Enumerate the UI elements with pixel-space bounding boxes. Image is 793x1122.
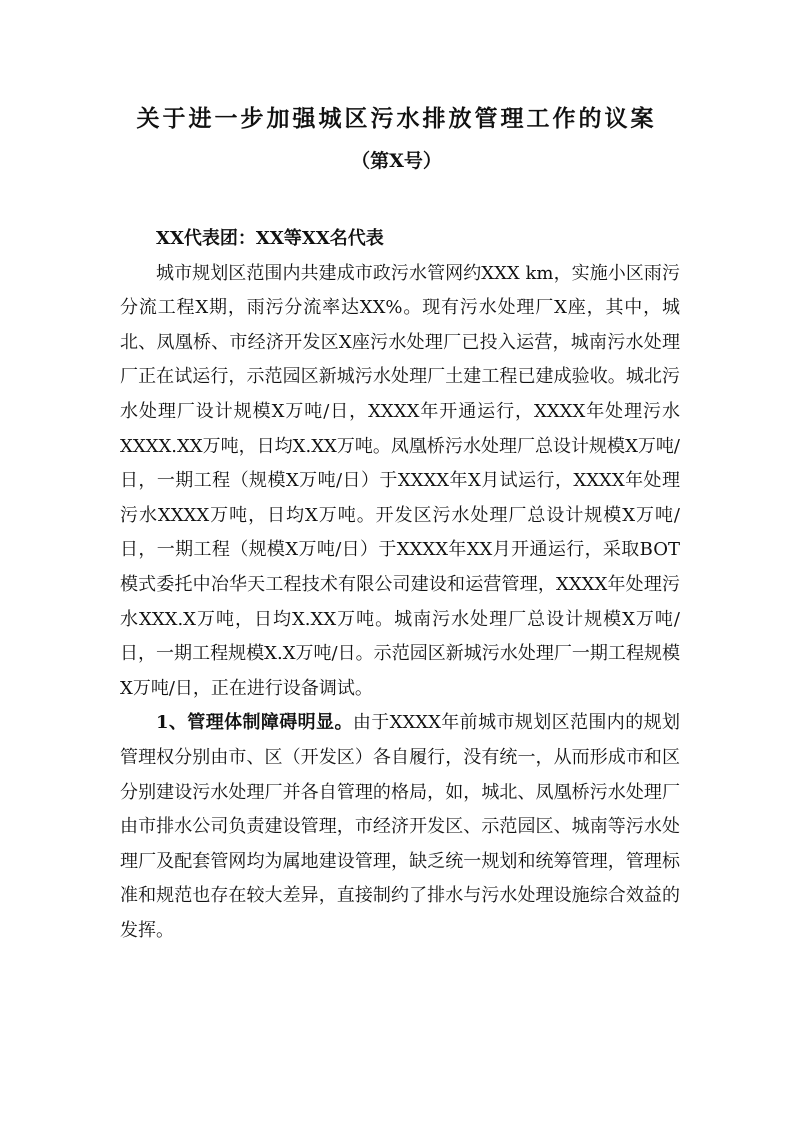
document-body xyxy=(120,222,680,948)
section-paragraph xyxy=(120,706,680,948)
document-title: 关于进一步加强城区污水排放管理工作的议案 xyxy=(136,105,657,132)
proposer-line: XX代表团：XX等XX名代表 xyxy=(156,228,384,249)
document-number: （第X号） xyxy=(351,150,442,172)
section-heading: 1、管理体制障碍明显。 xyxy=(156,712,353,734)
body-paragraph: 城市规划区范围内共建成市政污水管网约XXX km，实施小区雨污分流工程X期，雨污分流率达XX%。现有污水处理厂X座，其中，城北、凤凰桥、市经济开发区X座污水处理厂已投入运营，城南污水处理厂正在试运行，示范园区新城污水处理厂土建工程已建成验收。城北污水处理厂设计规模X万吨/日，XXXX年开通运行，XXXX年处理污水XXXX.XX万吨，日均X.XX万吨。凤凰桥污水处理厂总设计规模X万吨/日，一期工程（规模X万吨/日）于XXXX年X月试运行，XXXX年处理污水XXXX万吨，日均X万吨。开发区污水处理厂总设计规模X万吨/日，一期工程（规模X万吨/日）于XXXX年XX月开通运行，采取BOT模式委托中冶华天工程技术有限公司建设和运营管理，XXXX年处理污水XXX.X万吨，日均X.XX万吨。城南污水处理厂总设计规模X万吨/日，一期工程规模X.X万吨/日。示范园区新城污水处理厂一期工程规模X万吨/日，正在进行设备调试。 xyxy=(120,262,680,699)
section-text: 由于XXXX年前城市规划区范围内的规划管理权分别由市、区（开发区）各自履行，没有统一，从而形成市和区分别建设污水处理厂并各自管理的格局，如，城北、凤凰桥污水处理厂由市排水公司负责建设管理，市经济开发区、示范园区、城南等污水处理厂及配套管网均为属地建设管理，缺乏统一规划和统筹管理，管理标准和规范也存在较大差异，直接制约了排水与污水处理设施综合效益的发挥。 xyxy=(120,712,680,941)
